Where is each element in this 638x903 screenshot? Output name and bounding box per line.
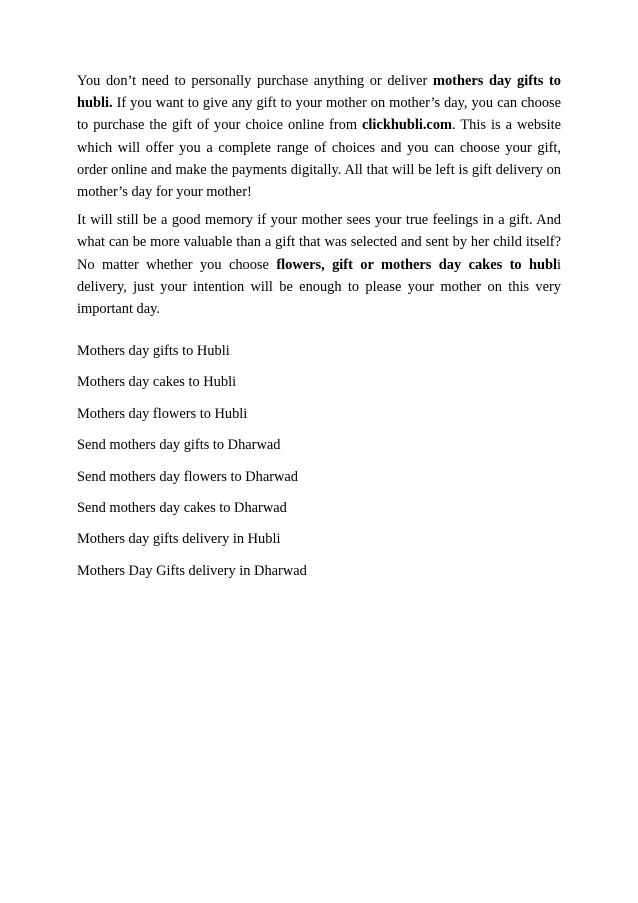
- keyword-flowers-gifts-cakes: flowers, gift or mothers day cakes to hubl: [276, 256, 558, 273]
- paragraph-1: [77, 70, 561, 203]
- paragraph-2: [77, 209, 561, 320]
- list-item: Send mothers day flowers to Dharwad: [77, 468, 299, 485]
- paragraph-1-text: If you want to give any gift to your mother on mother’s day, you can choose to purchase the gift of your choice online from: [77, 95, 561, 134]
- list-item: Mothers Day Gifts delivery in Dharwad: [77, 562, 307, 579]
- document-body: [77, 70, 561, 326]
- paragraph-2-text: It will still be a good memory if your mother sees your true feelings in a gift. And what can be more valuable than a gift that was selected and sent by her child itself? No matter whether you choose: [77, 212, 561, 273]
- keyword-mothers-day-gifts: mothers day gifts to hubli.: [77, 73, 561, 112]
- list-item: Mothers day cakes to Hubli: [77, 374, 237, 391]
- list-item: Mothers day gifts to Hubli: [77, 343, 230, 359]
- list-item: Send mothers day gifts to Dharwad: [77, 437, 281, 454]
- list-item: Send mothers day cakes to Dharwad: [77, 499, 287, 516]
- list-item: Mothers day gifts delivery in Hubli: [77, 531, 281, 548]
- paragraph-1-text: You don’t need to personally purchase anything or deliver: [77, 73, 433, 89]
- link-list: [77, 342, 561, 593]
- list-item: Mothers day flowers to Hubli: [77, 405, 248, 422]
- paragraph-1-text: . This is a website which will offer you a complete range of choices and you can choose your gift, order online and make the payments digitally. All that will be left is gift delivery on mother’s day for your mother!: [77, 117, 561, 201]
- keyword-site-name: clickhubli.com: [362, 117, 452, 134]
- paragraph-2-text: i delivery, just your intention will be enough to please your mother on this very important day.: [77, 256, 562, 318]
